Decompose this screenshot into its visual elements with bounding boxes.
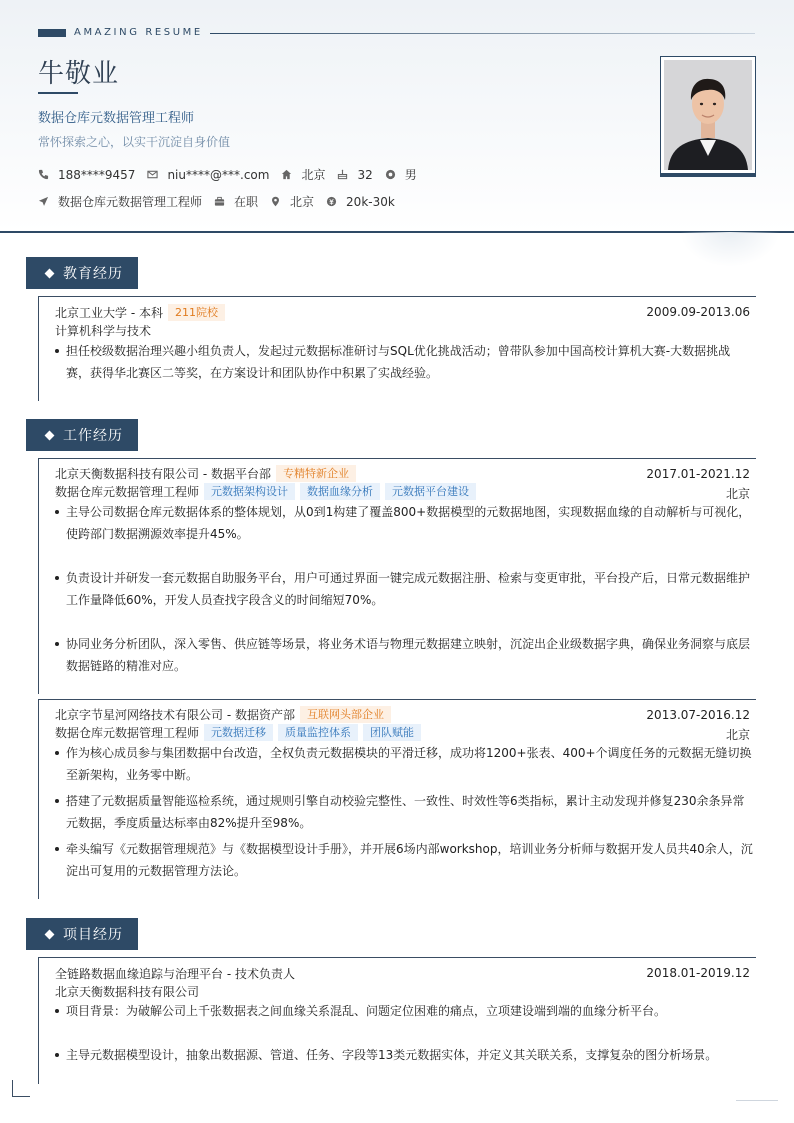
brand-bar bbox=[38, 29, 66, 37]
work-entry bbox=[38, 699, 756, 899]
company-tag: 互联网头部企业 bbox=[300, 706, 391, 723]
target-city-info bbox=[270, 193, 314, 210]
intent-row bbox=[38, 193, 407, 210]
phone-text: 188****9457 bbox=[58, 167, 136, 182]
school-name: 北京工业大学 - 本科 bbox=[55, 306, 163, 320]
contact-row bbox=[38, 166, 429, 183]
send-icon bbox=[38, 196, 49, 207]
education-date: 2009.09-2013.06 bbox=[646, 305, 750, 319]
name-underline bbox=[38, 92, 78, 94]
work-bullet: 协同业务分析团队，深入零售、供应链等场景，将业务术语与物理元数据建立映射，沉淀出企业级数据字典，确保业务洞察与底层数据链路的精准对应。 bbox=[55, 633, 753, 677]
work-section-label: 工作经历 bbox=[63, 428, 123, 444]
home-icon bbox=[281, 169, 292, 180]
role-line bbox=[55, 724, 421, 741]
brand-divider bbox=[210, 33, 755, 34]
gender-icon bbox=[385, 169, 396, 180]
role-line bbox=[55, 483, 476, 500]
work-date: 2013.07-2016.12 bbox=[646, 708, 750, 722]
project-section-label: 项目经历 bbox=[63, 927, 123, 943]
company-name: 北京天衡数据科技有限公司 - 数据平台部 bbox=[55, 467, 271, 481]
company-head bbox=[55, 706, 391, 723]
brand-text: AMAZING RESUME bbox=[74, 27, 203, 38]
company-name: 北京字节星河网络技术有限公司 - 数据资产部 bbox=[55, 708, 295, 722]
corner-decoration-right bbox=[736, 1100, 778, 1101]
cake-icon bbox=[337, 169, 348, 180]
project-company: 北京天衡数据科技有限公司 bbox=[55, 985, 200, 999]
company-tag: 专精特新企业 bbox=[276, 465, 356, 482]
work-date: 2017.01-2021.12 bbox=[646, 467, 750, 481]
email-info bbox=[147, 168, 269, 182]
location-pin-icon bbox=[270, 196, 281, 207]
education-section-title bbox=[26, 257, 138, 289]
work-bullet: 主导公司数据仓库元数据体系的整体规划，从0到1构建了覆盖800+数据模型的元数据地图，实现数据血缘的自动解析与可视化，使跨部门数据溯源效率提升45%。 bbox=[55, 501, 753, 545]
skill-tag: 质量监控体系 bbox=[278, 724, 358, 741]
diamond-icon bbox=[45, 929, 55, 939]
candidate-name: 牛敬业 bbox=[38, 59, 120, 89]
briefcase-icon bbox=[214, 196, 225, 207]
major: 计算机科学与技术 bbox=[55, 324, 152, 338]
project-date: 2018.01-2019.12 bbox=[646, 966, 750, 980]
skill-tag: 元数据迁移 bbox=[204, 724, 273, 741]
school-tag: 211院校 bbox=[168, 304, 225, 321]
diamond-icon bbox=[45, 430, 55, 440]
skill-tag: 元数据平台建设 bbox=[385, 483, 476, 500]
company-head bbox=[55, 465, 356, 482]
skill-tag: 团队赋能 bbox=[363, 724, 421, 741]
header-divider bbox=[0, 231, 794, 233]
role-title: 数据仓库元数据管理工程师 bbox=[55, 485, 200, 499]
education-entry bbox=[38, 296, 756, 401]
work-bullet: 搭建了元数据质量智能巡检系统，通过规则引擎自动校验完整性、一致性、时效性等6类指标，累计主动发现并修复230余条异常元数据，季度质量达标率由82%提升至98%。 bbox=[55, 790, 753, 834]
salary-info bbox=[326, 195, 395, 209]
profile-photo-frame bbox=[660, 56, 756, 174]
profile-photo bbox=[664, 60, 752, 170]
education-bullet: 担任校级数据治理兴趣小组负责人，发起过元数据标准研讨与SQL优化挑战活动；曾带队参加中国高校计算机大赛-大数据挑战赛，获得华北赛区二等奖，在方案设计和团队协作中积累了实战经验。 bbox=[55, 340, 753, 384]
salary-text: 20k-30k bbox=[346, 194, 395, 209]
work-section-title bbox=[26, 419, 138, 451]
age-text: 32 bbox=[357, 167, 373, 182]
target-job-info bbox=[38, 193, 202, 210]
corner-decoration-left bbox=[12, 1080, 30, 1097]
work-bullet: 负责设计并研发一套元数据自助服务平台，用户可通过界面一键完成元数据注册、检索与变更审批，平台投产后，日常元数据维护工作量降低60%，开发人员查找字段含义的时间缩短70%。 bbox=[55, 567, 753, 611]
role-title: 数据仓库元数据管理工程师 bbox=[55, 726, 200, 740]
phone-info bbox=[38, 168, 135, 182]
work-entry bbox=[38, 458, 756, 694]
phone-icon bbox=[38, 169, 49, 180]
education-head bbox=[55, 304, 225, 321]
job-title: 数据仓库元数据管理工程师 bbox=[38, 111, 195, 126]
decorative-glow bbox=[680, 232, 780, 267]
email-text: niu****@***.com bbox=[167, 167, 270, 182]
skill-tag: 数据血缘分析 bbox=[300, 483, 380, 500]
project-section-title bbox=[26, 918, 138, 950]
age-info bbox=[337, 168, 372, 182]
hometown-text: 北京 bbox=[301, 168, 326, 182]
work-bullet: 牵头编写《元数据管理规范》与《数据模型设计手册》，并开展6场内部workshop，培训业务分析师与数据开发人员共40余人，沉淀出可复用的元数据管理方法论。 bbox=[55, 838, 753, 882]
diamond-icon bbox=[45, 268, 55, 278]
project-bullet: 项目背景：为破解公司上千张数据表之间血缘关系混乱、问题定位困难的痛点，立项建设端到端的血缘分析平台。 bbox=[55, 1000, 753, 1022]
education-section-label: 教育经历 bbox=[63, 266, 123, 282]
status-info bbox=[214, 193, 258, 210]
gender-info bbox=[385, 166, 417, 183]
target-job-text: 数据仓库元数据管理工程师 bbox=[58, 195, 203, 209]
money-icon bbox=[326, 196, 337, 207]
work-city: 北京 bbox=[725, 728, 750, 742]
project-entry bbox=[38, 957, 756, 1084]
skill-tag: 元数据架构设计 bbox=[204, 483, 295, 500]
work-city: 北京 bbox=[725, 487, 750, 501]
target-city-text: 北京 bbox=[290, 195, 315, 209]
mail-icon bbox=[147, 169, 158, 180]
status-text: 在职 bbox=[234, 195, 259, 209]
gender-text: 男 bbox=[404, 168, 417, 182]
project-name: 全链路数据血缘追踪与治理平台 - 技术负责人 bbox=[55, 967, 295, 981]
project-bullet: 主导元数据模型设计，抽象出数据源、管道、任务、字段等13类元数据实体，并定义其关联关系，支撑复杂的图分析场景。 bbox=[55, 1044, 753, 1066]
hometown-info bbox=[281, 166, 325, 183]
work-bullet: 作为核心成员参与集团数据中台改造，全权负责元数据模块的平滑迁移，成功将1200+张表、400+个调度任务的元数据无缝切换至新架构，业务零中断。 bbox=[55, 742, 753, 786]
motto: 常怀探索之心，以实干沉淀自身价值 bbox=[38, 135, 231, 149]
